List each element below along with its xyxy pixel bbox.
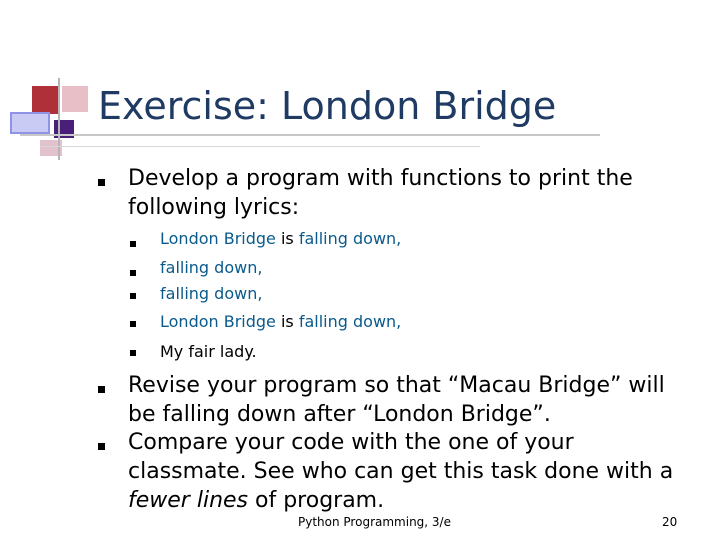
- bullet-revise: Revise your program so that “Macau Bridge” will be falling down after “London Bridge”.: [128, 373, 665, 427]
- sub-bullet-icon: [130, 293, 136, 299]
- bullet-icon: [98, 179, 105, 186]
- lyric-line-5: My fair lady.: [160, 342, 257, 361]
- bullet-develop: Develop a program with functions to print the following lyrics:: [128, 166, 633, 220]
- lyric-line-3: falling down,: [160, 284, 263, 303]
- lyric-line-1: London Bridge is falling down,: [160, 229, 402, 248]
- footer-source: Python Programming, 3/e: [298, 515, 451, 529]
- emphasis-fewer-lines: fewer lines: [128, 488, 249, 513]
- title-underline-secondary: [40, 146, 480, 147]
- logo-square-red: [32, 86, 60, 114]
- bullet-compare: Compare your code with the one of your classmate. See who can get this task done with a fewer lines of program.: [128, 430, 674, 513]
- bullet-icon: [98, 386, 105, 393]
- bullet-icon: [98, 443, 105, 450]
- sub-bullet-icon: [130, 270, 136, 276]
- page-number: 20: [662, 515, 678, 529]
- logo-square-blue: [10, 112, 50, 134]
- lyric-line-4: London Bridge is falling down,: [160, 312, 402, 331]
- logo-vertical-line: [58, 78, 60, 160]
- slide-title: Exercise: London Bridge: [98, 84, 557, 128]
- sub-bullet-icon: [130, 321, 136, 327]
- logo-square-pink: [62, 86, 88, 112]
- sub-bullet-icon: [130, 350, 136, 356]
- lyric-line-2: falling down,: [160, 258, 263, 277]
- title-underline: [20, 134, 600, 136]
- sub-bullet-icon: [130, 241, 136, 247]
